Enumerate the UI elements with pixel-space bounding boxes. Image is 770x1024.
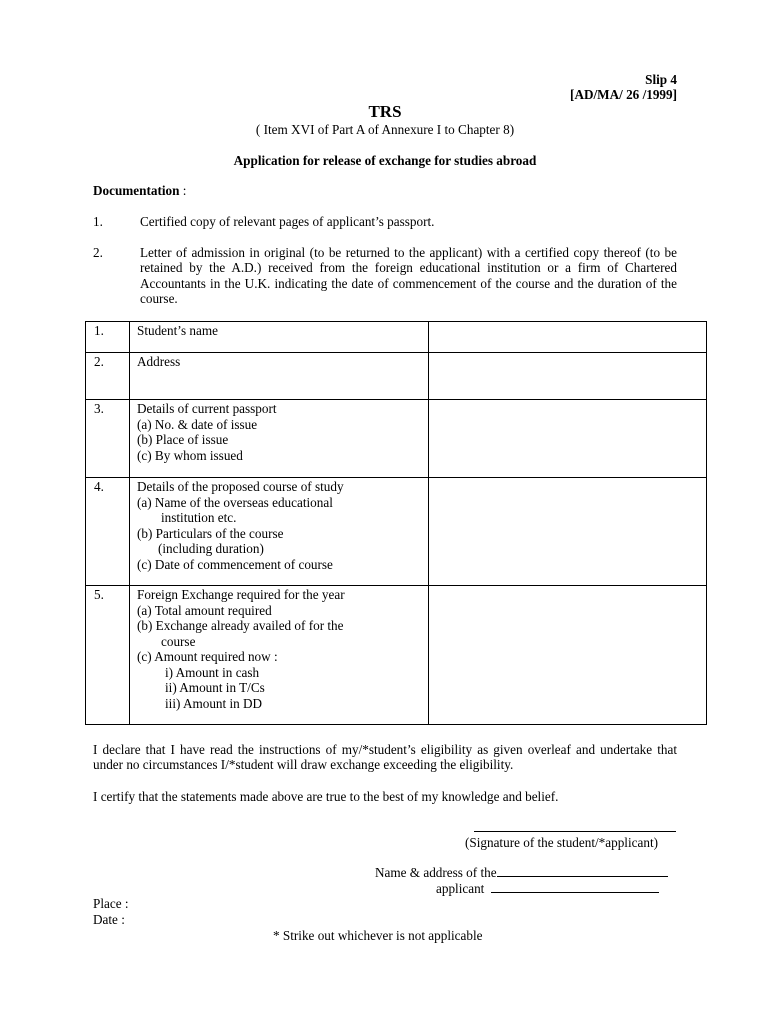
row-label-line: (c) Amount required now : (137, 649, 278, 664)
page-subtitle: ( Item XVI of Part A of Annexure I to Chapter 8) (255, 122, 515, 137)
doc-item-text: Letter of admission in original (to be returned to the applicant) with a certified copy thereof (to be retained by the A.D.) received from the foreign educational institution or a firm of Chartered Accountants in the U.K. indicating the date of commencement of the course and the duration of the course. (140, 245, 677, 307)
application-form-table (85, 321, 707, 725)
row-label (130, 400, 429, 478)
certification-text: I certify that the statements made above are true to the best of my knowledge and belief. (93, 789, 559, 804)
row-label-line: (c) Date of commencement of course (137, 556, 333, 572)
doc-item-number: 2. (93, 245, 103, 260)
table-row (86, 353, 707, 400)
signature-line[interactable] (474, 831, 676, 832)
row-number (86, 478, 130, 586)
address-field[interactable] (429, 353, 707, 400)
passport-details-field[interactable] (429, 400, 707, 478)
date-label: Date : (93, 912, 125, 927)
place-label: Place : (93, 896, 129, 911)
row-label-line: Details of current passport (137, 401, 277, 416)
row-label (130, 586, 429, 725)
row-label-line: (a) Total amount required (137, 602, 272, 618)
student-name-field[interactable] (429, 322, 707, 353)
documentation-colon: : (179, 183, 187, 198)
table-row (86, 478, 707, 586)
name-address-label (375, 865, 668, 880)
slip-number: Slip 4 (645, 72, 677, 87)
reference-code: [AD/MA/ 26 /1999] (570, 87, 677, 102)
footnote: * Strike out whichever is not applicable (273, 928, 483, 943)
row-number (86, 353, 130, 400)
row-label-line: iii) Amount in DD (165, 695, 263, 711)
row-number-text: 3. (94, 401, 104, 416)
row-number (86, 322, 130, 353)
row-label (130, 322, 429, 353)
applicant-label (436, 881, 659, 896)
applicant-line[interactable] (491, 881, 659, 893)
foreign-exchange-field[interactable] (429, 586, 707, 725)
row-label-line: Student’s name (137, 323, 218, 338)
page-title: TRS (368, 102, 402, 121)
row-number-text: 4. (94, 479, 104, 494)
course-details-field[interactable] (429, 478, 707, 586)
row-label-line: (a) No. & date of issue (137, 416, 258, 432)
row-label-line: course (161, 633, 196, 649)
applicant-label-text: applicant (436, 881, 485, 896)
row-label (130, 353, 429, 400)
row-label-line: Address (137, 354, 181, 369)
documentation-heading (93, 183, 186, 198)
row-label (130, 478, 429, 586)
row-number-text: 1. (94, 323, 104, 338)
doc-item-text: Certified copy of relevant pages of applicant’s passport. (140, 214, 435, 229)
table-row (86, 586, 707, 725)
row-number-text: 5. (94, 587, 104, 602)
row-label-line: (b) Place of issue (137, 432, 229, 447)
row-label-line: Details of the proposed course of study (137, 479, 344, 494)
row-label-line: (a) Name of the overseas educational (137, 494, 333, 510)
documentation-label: Documentation (93, 183, 180, 198)
row-label-line: (c) By whom issued (137, 447, 243, 463)
signature-label: (Signature of the student/*applicant) (465, 835, 658, 850)
row-number-text: 2. (94, 354, 104, 369)
name-address-line[interactable] (497, 865, 668, 877)
declaration-text: I declare that I have read the instructions of my/*student’s eligibility as given overleaf and undertake that under no circumstances I/*student will draw exchange exceeding the eligibility. (93, 742, 677, 773)
name-address-label-text: Name & address of the (375, 865, 497, 880)
row-label-line: institution etc. (161, 510, 237, 525)
row-number (86, 586, 130, 725)
form-heading: Application for release of exchange for studies abroad (233, 153, 537, 168)
row-label-line: (including duration) (158, 541, 264, 556)
row-label-line: Foreign Exchange required for the year (137, 587, 345, 602)
row-label-line: i) Amount in cash (165, 664, 260, 680)
table-row (86, 322, 707, 353)
row-label-line: ii) Amount in T/Cs (165, 680, 265, 695)
table-row (86, 400, 707, 478)
doc-item-number: 1. (93, 214, 103, 229)
row-label-line: (b) Particulars of the course (137, 525, 284, 541)
row-number (86, 400, 130, 478)
row-label-line: (b) Exchange already availed of for the (137, 618, 344, 633)
